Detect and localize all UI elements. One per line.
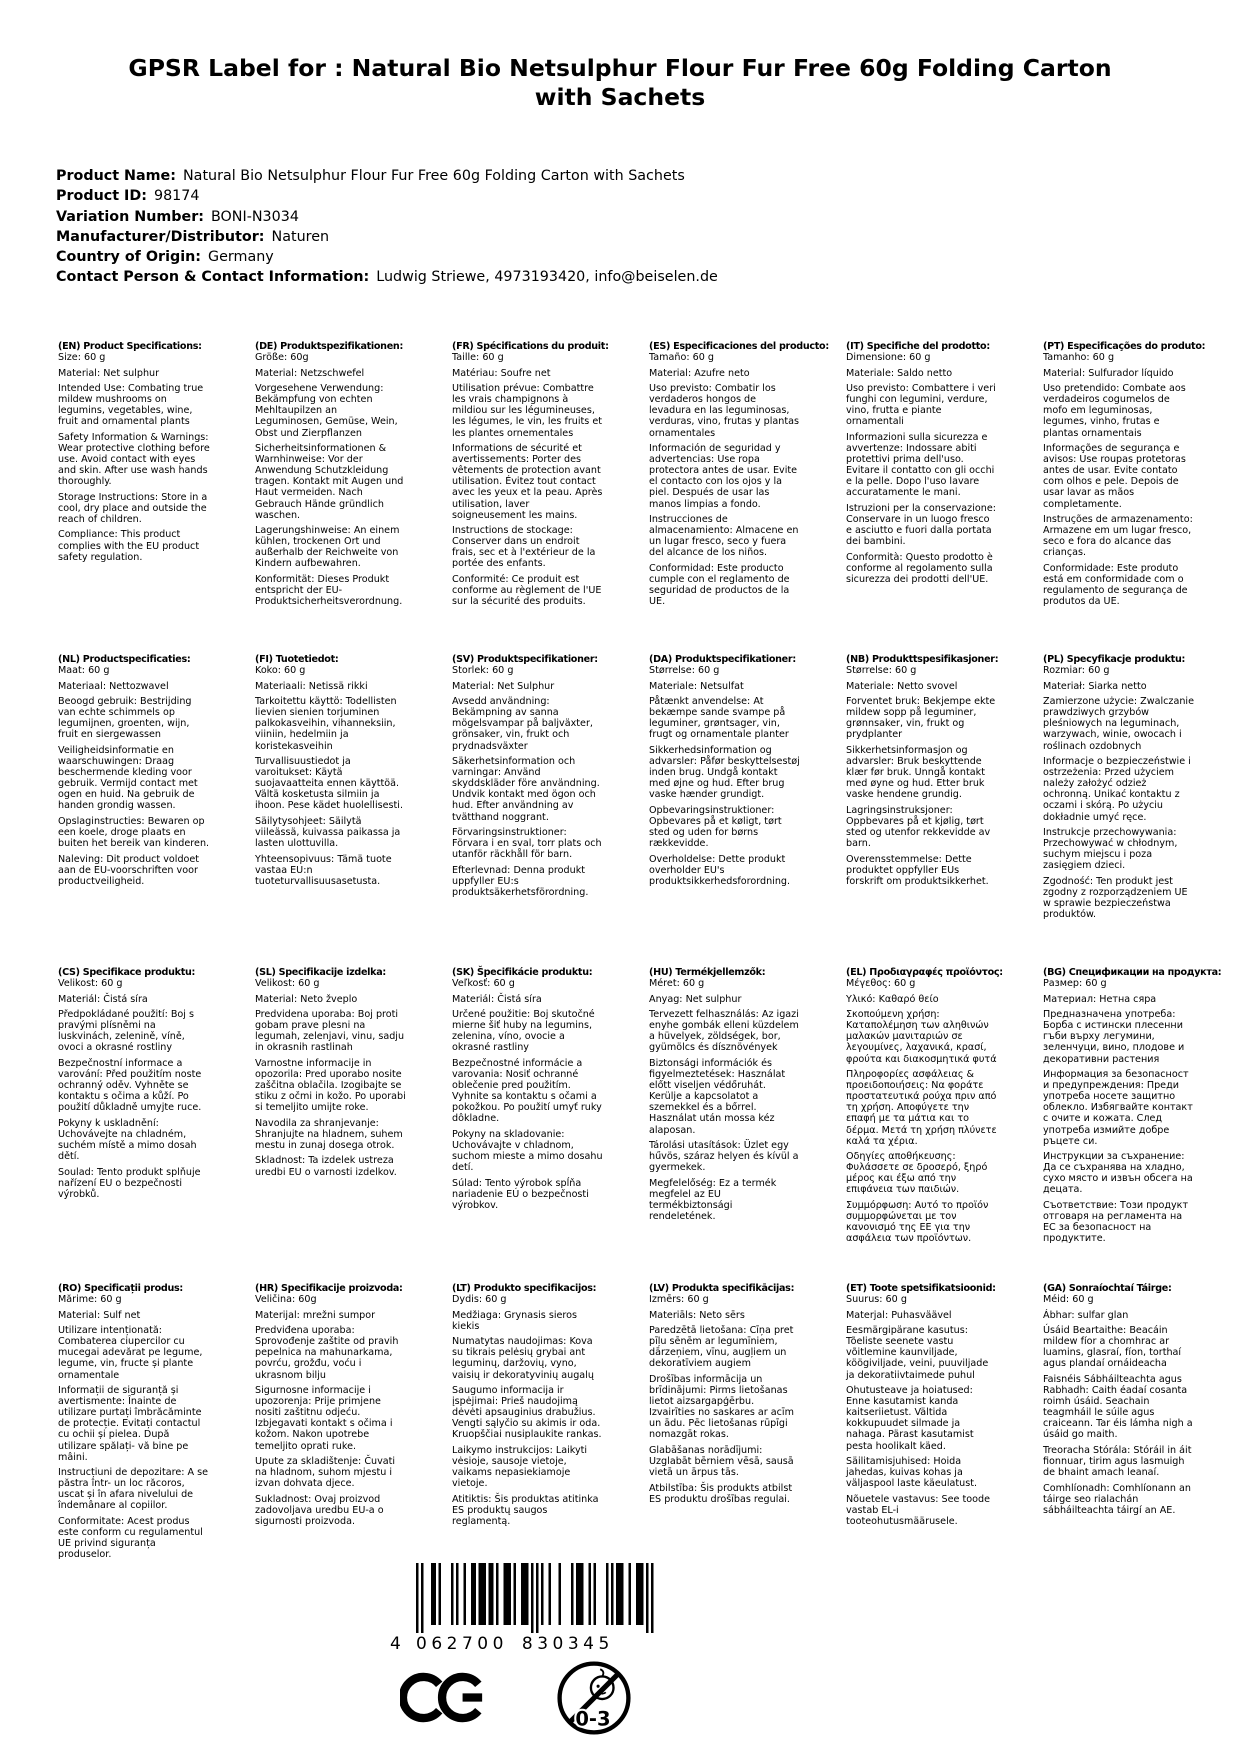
spec-paragraph: Materiál: Čistá síra — [452, 993, 542, 1005]
language-spec-block-el — [846, 967, 1043, 1249]
language-spec-header: (NB) Produkttspesifikasjoner: — [846, 654, 999, 665]
spec-paragraph: Storage Instructions: Store in a cool, dry place and outside the reach of children. — [58, 491, 208, 525]
spec-paragraph: Material: Neto žveplo — [255, 993, 358, 1005]
spec-paragraph: Информация за безопасност и предупреждения: Преди употреба носете защитно облекло. Избягвайте контакт с очите и кожата. След употреба измийте добре ръцете си. — [1043, 1069, 1193, 1147]
spec-paragraph: Οδηγίες αποθήκευσης: Φυλάσσετε σε δροσερό, ξηρό μέρος και έξω από την επιφάνεια των παιδιών. — [846, 1151, 988, 1196]
spec-paragraph: Tamanho: 60 g — [1043, 352, 1115, 364]
spec-paragraph: Größe: 60g — [255, 352, 309, 364]
language-spec-header: (GA) Sonraíochtaí Táirge: — [1043, 1283, 1172, 1294]
product-info-line — [56, 227, 1156, 247]
language-spec-block-nl — [58, 654, 255, 925]
language-spec-block-cs — [58, 967, 255, 1249]
spec-paragraph: Megfelelőség: Ez a termék megfelel az EU termékbiztonsági rendeletének. — [649, 1177, 777, 1222]
spec-paragraph: Soulad: Tento produkt splňuje nařízení EU o bezpečnosti výrobků. — [58, 1166, 201, 1200]
spec-paragraph: Úsáid Beartaithe: Beacáin mildew fíor a chomhrac ar luamins, glasraí, fíon, torthaí agus plandaí ornáideacha — [1043, 1325, 1182, 1370]
barcode-right-digits: 830345 — [521, 1634, 614, 1654]
language-grid-row-3 — [58, 967, 1240, 1249]
language-spec-header: (EL) Προδιαγραφές προϊόντος: — [846, 967, 1003, 978]
spec-paragraph: Materiale: Netto svovel — [846, 680, 958, 692]
language-spec-block-da — [649, 654, 846, 925]
spec-paragraph: Konformität: Dieses Produkt entspricht der EU-Produktsicherheitsverordnung. — [255, 573, 403, 608]
language-spec-header: (BG) Спецификации на продукта: — [1043, 967, 1222, 978]
product-info-label: Product ID: — [56, 188, 147, 205]
spec-paragraph: Material: Net Sulphur — [452, 680, 555, 692]
spec-paragraph: Ohutusteave ja hoiatused: Enne kasutamist kanda kaitseriietust. Vältida kokkupuudet silmade ja nahaga. Pärast kasutamist pesta hoolikalt käed. — [846, 1385, 974, 1452]
language-spec-block-ga — [1043, 1283, 1240, 1565]
language-spec-header: (PT) Especificações do produto: — [1043, 341, 1206, 352]
spec-paragraph: Předpokládané použití: Boj s pravými plísněmi na luskvinách, zelenině, víně, ovoci a okrasné rostliny — [58, 1009, 195, 1054]
spec-paragraph: Velikost: 60 g — [58, 978, 123, 990]
spec-paragraph: Atitiktis: Šis produktas atitinka ES produktų saugos reglamentą. — [452, 1493, 599, 1527]
spec-paragraph: Velikost: 60 g — [255, 978, 320, 990]
spec-paragraph: Dydis: 60 g — [452, 1294, 507, 1306]
spec-paragraph: Utilizare intenționată: Combaterea ciupercilor cu mucegai adevărat pe legume, legume, vin, fructe și plante ornamentale — [58, 1325, 203, 1381]
spec-paragraph: Säilitamisjuhised: Hoida jahedas, kuivas kohas ja väljaspool laste käeulatust. — [846, 1455, 978, 1490]
product-info-value: Ludwig Striewe, 4973193420, info@beiselen.de — [376, 269, 718, 286]
spec-paragraph: Méret: 60 g — [649, 978, 705, 990]
spec-paragraph: Predviđena uporaba: Sprovođenje zaštite od pravih pepelnica na mahunarkama, povrću, grožđu, voću i ukrasnom bilju — [255, 1325, 399, 1381]
spec-paragraph: Påtænkt anvendelse: At bekæmpe sande svampe på leguminer, grøntsager, vin, frugt og ornamentale planter — [649, 696, 789, 741]
spec-paragraph: Informații de siguranță și avertismente: Înainte de utilizare purtați îmbrăcăminte de protecție. Evitați contactul cu ochii și pielea. După utilizare spălați- vă bine pe mâini. — [58, 1385, 202, 1463]
spec-paragraph: Informacje o bezpieczeństwie i ostrzeżenia: Przed użyciem należy założyć odzież ochronną. Unikać kontaktu z oczami i skórą. Po użyciu dokładnie umyć ręce. — [1043, 756, 1191, 823]
spec-paragraph: Πληροφορίες ασφάλειας & προειδοποιήσεις: Να φοράτε προστατευτικά ρούχα πριν από τη χρήση. Αποφύγετε την επαφή με τα μάτια και το δέρμα. Μετά τη χρήση πλύνετε καλά τα χέρια. — [846, 1069, 997, 1147]
spec-paragraph: Paredzētā lietošana: Cīņa pret pīļu sēnēm ar legumīniem, dārzeņiem, vīnu, augļiem un dekoratīviem augiem — [649, 1325, 794, 1370]
spec-paragraph: Compliance: This product complies with the EU product safety regulation. — [58, 529, 200, 563]
spec-paragraph: Tamaño: 60 g — [649, 352, 714, 364]
spec-paragraph: Материал: Нетна сяра — [1043, 993, 1157, 1005]
spec-paragraph: Material: Azufre neto — [649, 367, 750, 379]
product-info-value: 98174 — [153, 188, 200, 205]
spec-paragraph: Turvallisuustiedot ja varoitukset: Käytä suojavaatteita ennen käyttöä. Vältä kosketusta silmiin ja ihoon. Pese kädet huolellisesti. — [255, 756, 404, 812]
spec-paragraph: Storlek: 60 g — [452, 665, 514, 677]
spec-paragraph: Lagringsinstruksjoner: Oppbevares på et kjølig, tørt sted og utenfor rekkevidde av barn. — [846, 804, 991, 850]
ean-barcode — [390, 1563, 680, 1654]
language-spec-block-sl — [255, 967, 452, 1249]
product-info-value: Natural Bio Netsulphur Flour Fur Free 60g Folding Carton with Sachets — [182, 168, 685, 184]
spec-paragraph: Safety Information & Warnings: Wear protective clothing before use. Avoid contact with eyes and skin. After use wash hands thoroughly. — [58, 431, 210, 488]
spec-paragraph: Sigurnosne informacije i upozorenja: Prije primjene nositi zaštitnu odjeću. Izbjegavati kontakt s očima i kožom. Nakon upotrebe temeljito oprati ruke. — [255, 1385, 393, 1452]
language-spec-header: (RO) Specificații produs: — [58, 1283, 183, 1294]
language-spec-block-de — [255, 341, 452, 612]
spec-paragraph: Izmērs: 60 g — [649, 1294, 709, 1306]
spec-paragraph: Atbilstība: Šis produkts atbilst ES produktu drošības regulai. — [649, 1482, 793, 1505]
spec-paragraph: Maat: 60 g — [58, 665, 110, 677]
spec-paragraph: Naleving: Dit product voldoet aan de EU-voorschriften voor productveiligheid. — [58, 853, 200, 887]
spec-paragraph: Säkerhetsinformation och varningar: Använd skyddskläder före användning. Undvik kontakt med ögon och hud. Efter användning av tvätthand noggrant. — [452, 756, 600, 823]
spec-paragraph: Tárolási utasítások: Üzlet egy hűvös, száraz helyen és kívül a gyermekek. — [649, 1139, 799, 1174]
spec-paragraph: Materiaali: Netissä rikki — [255, 680, 368, 692]
spec-paragraph: Conformidad: Este producto cumple con el reglamento de seguridad de productos de la UE. — [649, 562, 790, 608]
language-spec-header: (IT) Specifiche del prodotto: — [846, 341, 990, 352]
product-info-value: Naturen — [271, 228, 330, 245]
spec-paragraph: Intended Use: Combating true mildew mushrooms on legumins, vegetables, wine, fruit and ornamental plants — [58, 383, 204, 428]
spec-paragraph: Skladnost: Ta izdelek ustreza uredbi EU o varnosti izdelkov. — [255, 1155, 397, 1178]
language-spec-block-en — [58, 341, 255, 612]
language-spec-block-it — [846, 341, 1043, 612]
ce-mark-icon — [400, 1672, 488, 1723]
spec-paragraph: Tervezett felhasználás: Az igazi enyhe gombák elleni küzdelem a hüvelyek, zöldségek, bor, gyümölcs és dísznövények — [649, 1009, 799, 1054]
language-spec-header: (DA) Produktspecifikationer: — [649, 654, 796, 665]
spec-paragraph: Bezpečnostní informace a varování: Před použitím noste ochranný oděv. Vyhněte se kontaktu s očima a kůží. Po použití důkladně umyjte ruce. — [58, 1057, 202, 1114]
spec-paragraph: Avsedd användning: Bekämpning av sanna mögelsvampar på baljväxter, grönsaker, vin, frukt och prydnadsväxter — [452, 696, 593, 752]
spec-paragraph: Instructions de stockage: Conserver dans un endroit frais, sec et à l'extérieur de la portée des enfants. — [452, 525, 596, 570]
language-spec-header: (DE) Produktspezifikationen: — [255, 341, 403, 352]
product-info — [56, 166, 1156, 288]
spec-paragraph: Tarkoitettu käyttö: Todellisten lievien sienien torjuminen palkokasveihin, vihanneksiin, viiniin, hedelmiin ja koristekasveihin — [255, 696, 397, 752]
language-spec-header: (CS) Specifikace produktu: — [58, 967, 196, 978]
spec-paragraph: Размер: 60 g — [1043, 978, 1107, 990]
barcode-bars — [416, 1563, 654, 1633]
product-info-line — [56, 267, 1156, 287]
spec-paragraph: Beoogd gebruik: Bestrijding van echte schimmels op legumijnen, groenten, wijn, fruit en siergewassen — [58, 696, 192, 741]
spec-paragraph: Utilisation prévue: Combattre les vrais champignons à mildiou sur les légumineuses, les légumes, le vin, les fruits et les plantes ornementales — [452, 383, 602, 439]
product-info-label: Product Name: — [56, 168, 176, 184]
spec-paragraph: Drošības informācija un brīdinājumi: Pirms lietošanas lietot aizsargapģērbu. Izvairīties no saskares ar acīm un ādu. Pēc lietošanas rūpīgi nomazgāt rokas. — [649, 1373, 794, 1441]
spec-paragraph: Comhlíonadh: Comhlíonann an táirge seo rialachán sábháilteachta táirgí an AE. — [1043, 1482, 1191, 1516]
spec-paragraph: Faisnéis Sábháilteachta agus Rabhadh: Caith éadaí cosanta roimh úsáid. Seachain teagmháil le súile agus craiceann. Tar éis lámha nigh a úsáid go maith. — [1043, 1373, 1193, 1441]
barcode-prefix-digit: 4 — [390, 1634, 401, 1654]
spec-paragraph: Conformitate: Acest produs este conform cu regulamentul UE privind siguranța produselor. — [58, 1515, 203, 1561]
spec-paragraph: Conformidade: Este produto está em conformidade com o regulamento de segurança de produtos da UE. — [1043, 562, 1188, 608]
language-spec-header: (SK) Špecifikácie produktu: — [452, 967, 593, 978]
spec-paragraph: Glabāšanas norādījumi: Uzglabāt bērniem vēsā, sausā vietā un ārpus tās. — [649, 1444, 794, 1479]
spec-paragraph: Numatytas naudojimas: Kova su tikrais pelėsių grybai ant leguminų, daržovių, vyno, vaisių ir dekoratyvinių augalų — [452, 1336, 594, 1381]
spec-paragraph: Matériau: Soufre net — [452, 367, 551, 379]
spec-paragraph: Material: Sulf net — [58, 1309, 141, 1321]
language-spec-block-sv — [452, 654, 649, 925]
spec-paragraph: Yhteensopivuus: Tämä tuote vastaa EU:n tuoteturvallisuusasetusta. — [255, 853, 392, 887]
spec-paragraph: Suurus: 60 g — [846, 1294, 907, 1306]
language-spec-block-lt — [452, 1283, 649, 1565]
spec-paragraph: Предназначена употреба: Борба с истински плесенни гъби върху легумини, зеленчуци, вино, плодове и декоративни растения — [1043, 1009, 1185, 1065]
product-info-value: BONI-N3034 — [210, 208, 299, 225]
language-spec-header: (NL) Productspecificaties: — [58, 654, 191, 665]
spec-paragraph: Upute za skladištenje: Čuvati na hladnom, suhom mjestu i izvan dohvata djece. — [255, 1455, 396, 1490]
spec-paragraph: Súlad: Tento výrobok spĺňa nariadenie EÚ o bezpečnosti výrobkov. — [452, 1177, 589, 1211]
spec-paragraph: Vorgesehene Verwendung: Bekämpfung von echten Mehltaupilzen an Leguminosen, Gemüse, Wein, Obst und Zierpflanzen — [255, 383, 398, 439]
language-grid-row-2 — [58, 654, 1240, 925]
spec-paragraph: Veličina: 60g — [255, 1294, 317, 1306]
product-info-label: Contact Person & Contact Information: — [56, 269, 370, 286]
spec-paragraph: Navodila za shranjevanje: Shranjujte na hladnem, suhem mestu in zunaj dosega otrok. — [255, 1117, 403, 1151]
page-title: GPSR Label for : Natural Bio Netsulphur Flour Fur Free 60g Folding Carton with Sachets — [128, 54, 1112, 111]
language-spec-block-es — [649, 341, 846, 612]
spec-paragraph: Sukladnost: Ovaj proizvod zadovoljava uredbu EU-a o sigurnosti proizvoda. — [255, 1493, 384, 1527]
spec-paragraph: Conformità: Questo prodotto è conforme al regolamento sulla sicurezza dei prodotti dell'UE. — [846, 551, 993, 585]
spec-paragraph: Anyag: Net sulphur — [649, 993, 742, 1005]
product-info-line — [56, 186, 1156, 206]
spec-paragraph: Μέγεθος: 60 g — [846, 978, 916, 990]
spec-paragraph: Určené použitie: Boj skutočné mierne šiť huby na legumins, zelenina, víno, ovocie a okrasné rastliny — [452, 1009, 595, 1054]
age-warning-label: 0-3 — [575, 1707, 611, 1731]
spec-paragraph: Materiāls: Neto sērs — [649, 1309, 745, 1321]
spec-paragraph: Συμμόρφωση: Αυτό το προϊόν συμμορφώνεται με τον κανονισμό της ΕΕ για την ασφάλεια των προϊόντων. — [846, 1199, 989, 1245]
spec-paragraph: Materiaal: Nettozwavel — [58, 680, 169, 692]
spec-paragraph: Laikymo instrukcijos: Laikyti vėsioje, sausoje vietoje, vaikams nepasiekiamoje vietoje. — [452, 1444, 588, 1490]
spec-paragraph: Sicherheitsinformationen & Warnhinweise: Vor der Anwendung Schutzkleidung tragen. Kontakt mit Augen und Haut vermeiden. Nach Gebrauch Hände gründlich waschen. — [255, 443, 404, 521]
spec-paragraph: Uso previsto: Combattere i veri funghi con legumini, verdure, vino, frutta e piante ornamentali — [846, 383, 996, 428]
product-info-value: Germany — [208, 249, 274, 266]
spec-paragraph: Instruções de armazenamento: Armazene em um lugar fresco, seco e fora do alcance das crianças. — [1043, 513, 1193, 559]
age-warning-0-3-icon — [556, 1660, 632, 1736]
spec-paragraph: Forventet bruk: Bekjempe ekte mildew sopp på leguminer, grønnsaker, vin, frukt og prydplanter — [846, 696, 996, 741]
spec-paragraph: Pokyny k uskladnění: Uchovávejte na chladném, suchém místě a mimo dosah dětí. — [58, 1117, 197, 1163]
language-spec-block-lv — [649, 1283, 846, 1565]
language-spec-block-fi — [255, 654, 452, 925]
spec-paragraph: Material: Net sulphur — [58, 367, 160, 379]
spec-paragraph: Materiale: Netsulfat — [649, 680, 744, 692]
spec-paragraph: Förvaringsinstruktioner: Förvara i en sval, torr plats och utanför räckhåll för barn. — [452, 826, 602, 861]
spec-paragraph: Informations de sécurité et avertissements: Porter des vêtements de protection avant utilisation. Évitez tout contact avec les yeux et la peau. Après utilisation, laver soigneusement les mains. — [452, 443, 603, 521]
product-info-line — [56, 247, 1156, 267]
language-spec-header: (EN) Product Specifications: — [58, 341, 202, 352]
spec-paragraph: Sikkerhedsinformation og advarsler: Påfør beskyttelsestøj inden brug. Undgå kontakt med øjne og hud. Efter brug vaske hænder grundigt. — [649, 744, 800, 801]
spec-paragraph: Υλικό: Καθαρό θείο — [846, 993, 939, 1005]
spec-paragraph: Instrukcje przechowywania: Przechowywać w chłodnym, suchym miejscu i poza zasięgiem dzieci. — [1043, 826, 1178, 872]
language-spec-header: (PL) Specyfikacje produktu: — [1043, 654, 1186, 665]
spec-paragraph: Инструкции за съхранение: Да се съхранява на хладно, сухо място и извън обсега на децата. — [1043, 1151, 1193, 1196]
spec-paragraph: Varnostne informacije in opozorila: Pred uporabo nosite zaščitna oblačila. Izogibajte se stiku z očmi in kožo. Po uporabi si temeljito umijte roke. — [255, 1057, 406, 1114]
spec-paragraph: Nõuetele vastavus: See toode vastab EL-i tooteohutusmäärusele. — [846, 1493, 990, 1527]
language-spec-header: (LT) Produkto specifikacijos: — [452, 1283, 597, 1294]
spec-paragraph: Size: 60 g — [58, 352, 106, 364]
spec-paragraph: Efterlevnad: Denna produkt uppfyller EU:s produktsäkerhetsförordning. — [452, 864, 589, 898]
spec-paragraph: Eesmärgipärane kasutus: Tõeliste seenete vastu võitlemine kaunviljade, köögiviljade, veini, puuviljade ja dekoratiivtaimede puhul — [846, 1325, 989, 1381]
spec-paragraph: Materjal: Puhasväävel — [846, 1309, 952, 1321]
spec-paragraph: Съответствие: Този продукт отговаря на регламента на ЕС за безопасност на продуктите. — [1043, 1199, 1189, 1245]
spec-paragraph: Opslaginstructies: Bewaren op een koele, droge plaats en buiten het bereik van kinderen. — [58, 815, 210, 850]
spec-paragraph: Veľkosť: 60 g — [452, 978, 515, 990]
language-spec-block-bg — [1043, 967, 1240, 1249]
spec-paragraph: Overensstemmelse: Dette produktet oppfyller EUs forskrift om produktsikkerhet. — [846, 853, 989, 887]
spec-paragraph: Zgodność: Ten produkt jest zgodny z rozporządzeniem UE w sprawie bezpieczeństwa produktów. — [1043, 875, 1188, 921]
spec-paragraph: Material: Sulfurador líquido — [1043, 367, 1174, 379]
spec-paragraph: Informações de segurança e avisos: Use roupas protetoras antes de usar. Evite contato com olhos e pele. Depois de usar lavar as mãos completamente. — [1043, 443, 1186, 510]
spec-paragraph: Ábhar: sulfar glan — [1043, 1309, 1129, 1321]
language-spec-header: (LV) Produkta specifikācijas: — [649, 1283, 795, 1294]
spec-paragraph: Opbevaringsinstruktioner: Opbevares på et køligt, tørt sted og uden for børns rækkevidde. — [649, 804, 782, 850]
language-spec-header: (ET) Toote spetsifikatsioonid: — [846, 1283, 996, 1294]
spec-paragraph: Predvidena uporaba: Boj proti gobam prave plesni na legumah, zelenjavi, vinu, sadju in okrasnih rastlinah — [255, 1009, 405, 1054]
product-info-line — [56, 207, 1156, 227]
spec-paragraph: Saugumo informacija ir įspėjimai: Prieš naudojimą dėvėti apsauginius drabužius. Vengti sąlyčio su akimis ir oda. Kruopščiai nusiplaukite rankas. — [452, 1385, 602, 1441]
barcode-left-digits: 062700 — [416, 1634, 508, 1654]
spec-paragraph: Pokyny na skladovanie: Uchovávajte v chladnom, suchom mieste a mimo dosahu detí. — [452, 1128, 603, 1174]
language-spec-header: (ES) Especificaciones del producto: — [649, 341, 829, 352]
spec-paragraph: Zamierzone użycie: Zwalczanie prawdziwych grzybów pleśniowych na leguminach, warzywach, winie, owocach i roślinach ozdobnych — [1043, 696, 1194, 752]
language-spec-header: (SL) Specifikacije izdelka: — [255, 967, 386, 978]
language-spec-header: (FR) Spécifications du produit: — [452, 341, 609, 352]
spec-paragraph: Dimensione: 60 g — [846, 352, 931, 364]
language-spec-block-hu — [649, 967, 846, 1249]
spec-paragraph: Materijal: mrežni sumpor — [255, 1309, 376, 1321]
language-grid-row-1 — [58, 341, 1240, 612]
language-spec-header: (SV) Produktspecifikationer: — [452, 654, 598, 665]
spec-paragraph: Material: Netzschwefel — [255, 367, 365, 379]
spec-paragraph: Medžiaga: Grynasis sieros kiekis — [452, 1309, 577, 1332]
language-spec-block-ro — [58, 1283, 255, 1565]
spec-paragraph: Uso pretendido: Combate aos verdadeiros cogumelos de mofo em leguminosas, legumes, vinho, frutas e plantas ornamentais — [1043, 383, 1186, 439]
language-spec-block-et — [846, 1283, 1043, 1565]
spec-paragraph: Sikkerhetsinformasjon og advarsler: Bruk beskyttende klær før bruk. Unngå kontakt med øyne og hud. Etter bruk vaske hendene grundig. — [846, 744, 985, 801]
product-info-line — [56, 166, 1156, 186]
language-spec-header: (HR) Specifikacije proizvoda: — [255, 1283, 403, 1294]
language-spec-block-pt — [1043, 341, 1240, 612]
spec-paragraph: Instrucțiuni de depozitare: A se păstra într- un loc răcoros, uscat și în afara nivelului de îndemânare al copiilor. — [58, 1467, 209, 1512]
barcode-digits — [390, 1635, 680, 1654]
spec-paragraph: Størrelse: 60 g — [846, 665, 917, 677]
spec-paragraph: Mărime: 60 g — [58, 1294, 122, 1306]
spec-paragraph: Informazioni sulla sicurezza e avvertenze: Indossare abiti protettivi prima dell'uso. Evitare il contatto con gli occhi e la pelle. Dopo l'uso lavare accuratamente le mani. — [846, 431, 995, 499]
spec-paragraph: Overholdelse: Dette produkt overholder EU's produktsikkerhedsforordning. — [649, 853, 791, 887]
spec-paragraph: Uso previsto: Combatir los verdaderos hongos de levadura en las leguminosas, verduras, vino, frutas y plantas ornamentales — [649, 383, 800, 439]
spec-paragraph: Koko: 60 g — [255, 665, 306, 677]
spec-paragraph: Biztonsági információk és figyelmeztetések: Használat előtt viseljen védőruhát. Kerülje a kapcsolatot a szemekkel és a bőrrel. Használat után mossa kéz alaposan. — [649, 1057, 786, 1136]
spec-paragraph: Lagerungshinweise: An einem kühlen, trockenen Ort und außerhalb der Reichweite von Kindern aufbewahren. — [255, 525, 400, 570]
spec-paragraph: Información de seguridad y advertencias: Use ropa protectora antes de usar. Evite el contacto con los ojos y la piel. Después de usar las manos limpias a fondo. — [649, 443, 798, 510]
spec-paragraph: Bezpečnostné informácie a varovania: Nosiť ochranné oblečenie pred použitím. Vyhnite sa kontaktu s očami a pokožkou. Po použití umyť ruky dôkladne. — [452, 1057, 602, 1125]
language-spec-header: (FI) Tuotetiedot: — [255, 654, 339, 665]
language-spec-block-fr — [452, 341, 649, 612]
spec-paragraph: Méid: 60 g — [1043, 1294, 1094, 1306]
spec-paragraph: Rozmiar: 60 g — [1043, 665, 1110, 677]
spec-paragraph: Treoracha Stórála: Stóráil in áit fionnuar, tirim agus lasmuigh de bhaint amach leanaí. — [1043, 1444, 1192, 1479]
language-spec-block-hr — [255, 1283, 452, 1565]
product-info-label: Manufacturer/Distributor: — [56, 228, 265, 245]
spec-paragraph: Instrucciones de almacenamiento: Almacene en un lugar fresco, seco y fuera del alcance de los niños. — [649, 513, 799, 559]
spec-paragraph: Materiál: Čistá síra — [58, 993, 148, 1005]
spec-paragraph: Taille: 60 g — [452, 352, 504, 364]
product-info-label: Variation Number: — [56, 208, 204, 225]
language-grid-row-4 — [58, 1283, 1240, 1565]
spec-paragraph: Materiał: Siarka netto — [1043, 680, 1147, 692]
spec-paragraph: Säilytysohjeet: Säilytä viileässä, kuivassa paikassa ja lasten ulottuvilla. — [255, 815, 401, 850]
language-spec-header: (HU) Termékjellemzők: — [649, 967, 766, 978]
spec-paragraph: Størrelse: 60 g — [649, 665, 720, 677]
spec-paragraph: Veiligheidsinformatie en waarschuwingen: Draag beschermende kleding voor gebruik. Vermijd contact met ogen en huid. Na gebruik de handen grondig wassen. — [58, 744, 198, 812]
spec-paragraph: Istruzioni per la conservazione: Conservare in un luogo fresco e asciutto e fuori dalla portata dei bambini. — [846, 502, 996, 548]
language-spec-block-sk — [452, 967, 649, 1249]
product-info-label: Country of Origin: — [56, 249, 202, 266]
spec-paragraph: Σκοπούμενη χρήση: Καταπολέμηση των αληθινών μαλακών μανιταριών σε λεγουμίνες, λαχανικά, κρασί, φρούτα και διακοσμητικά φυτά — [846, 1009, 997, 1065]
language-spec-block-pl — [1043, 654, 1240, 925]
spec-paragraph: Conformité: Ce produit est conforme au règlement de l'UE sur la sécurité des produits. — [452, 573, 602, 608]
spec-paragraph: Materiale: Saldo netto — [846, 367, 953, 379]
language-spec-block-nb — [846, 654, 1043, 925]
